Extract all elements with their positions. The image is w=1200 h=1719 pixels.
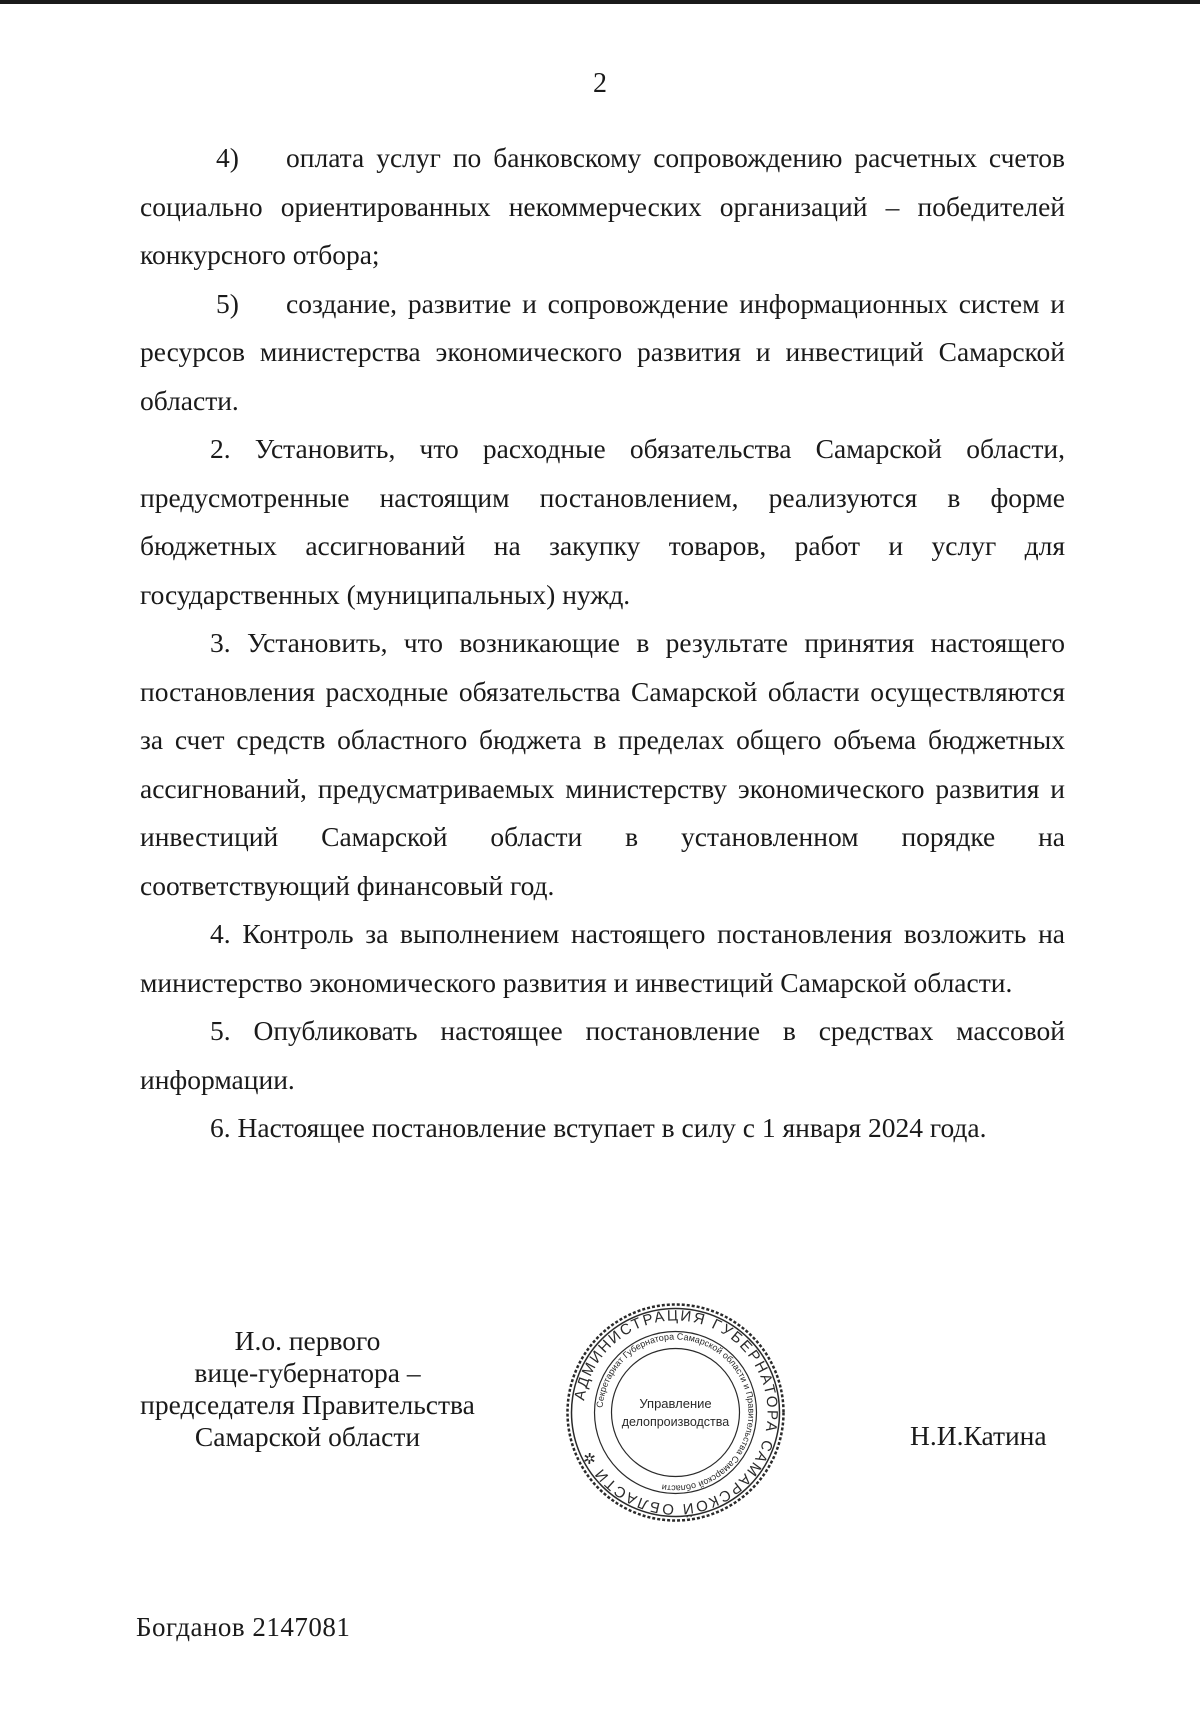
list-item-4: [140, 134, 1065, 280]
paragraph-2: 2. Установить, что расходные обязательства Самарской области, предусмотренные настоящим постановлением, реализуются в форме бюджетных ассигнований на закупку товаров, работ и услуг для государственных (муниципальных) нужд.: [140, 433, 1065, 610]
list-item-5: [140, 280, 1065, 426]
paragraph-3: 3. Установить, что возникающие в результате принятия настоящего постановления расходные обязательства Самарской области осуществляются за счет средств областного бюджета в пределах общего объема бюджетных ассигнований, предусматриваемых министерству экономического развития и инвестиций Самарской области в установленном порядке на соответствующий финансовый год.: [140, 627, 1065, 901]
paragraph-6: 6. Настоящее постановление вступает в силу с 1 января 2024 года.: [210, 1112, 987, 1143]
list-item-text: оплата услуг по банковскому сопровождению расчетных счетов социально ориентированных некоммерческих организаций – победителей конкурсного отбора;: [140, 142, 1065, 270]
list-item-number: 5): [216, 287, 239, 319]
list-item-text: создание, развитие и сопровождение информационных систем и ресурсов министерства экономического развития и инвестиций Самарской области.: [140, 287, 1065, 416]
signature-title: [140, 1325, 475, 1453]
top-border-line: [0, 0, 1200, 4]
svg-text:Управление: Управление: [639, 1396, 712, 1411]
signature-title-line: Самарской области: [194, 1421, 421, 1452]
executor-note: Богданов 2147081: [136, 1612, 351, 1642]
paragraph-4: 4. Контроль за выполнением настоящего постановления возложить на министерство экономического развития и инвестиций Самарской области.: [140, 918, 1065, 998]
page-number: 2: [593, 68, 607, 99]
document-body: [140, 134, 1065, 1153]
svg-text:делопроизводства: делопроизводства: [621, 1415, 730, 1429]
list-item-number: 4): [216, 142, 239, 173]
official-stamp: [563, 1300, 788, 1525]
signer-name: Н.И.Катина: [910, 1420, 1047, 1451]
paragraph-5: 5. Опубликовать настоящее постановление в средствах массовой информации.: [140, 1015, 1065, 1095]
signature-title-line: И.о. первого: [234, 1325, 381, 1356]
signature-title-line: вице-губернатора –: [194, 1357, 421, 1388]
svg-text:АДМИНИСТРАЦИЯ ГУБЕРНАТОРА САМА: АДМИНИСТРАЦИЯ ГУБЕРНАТОРА САМАРСКОЙ ОБЛАСТИ ✲: [571, 1307, 781, 1518]
svg-text:Секретариат Губернатора Самарс: Секретариат Губернатора Самарской области и Правительства Самарской области: [594, 1331, 757, 1494]
signature-title-line: председателя Правительства: [140, 1389, 475, 1420]
